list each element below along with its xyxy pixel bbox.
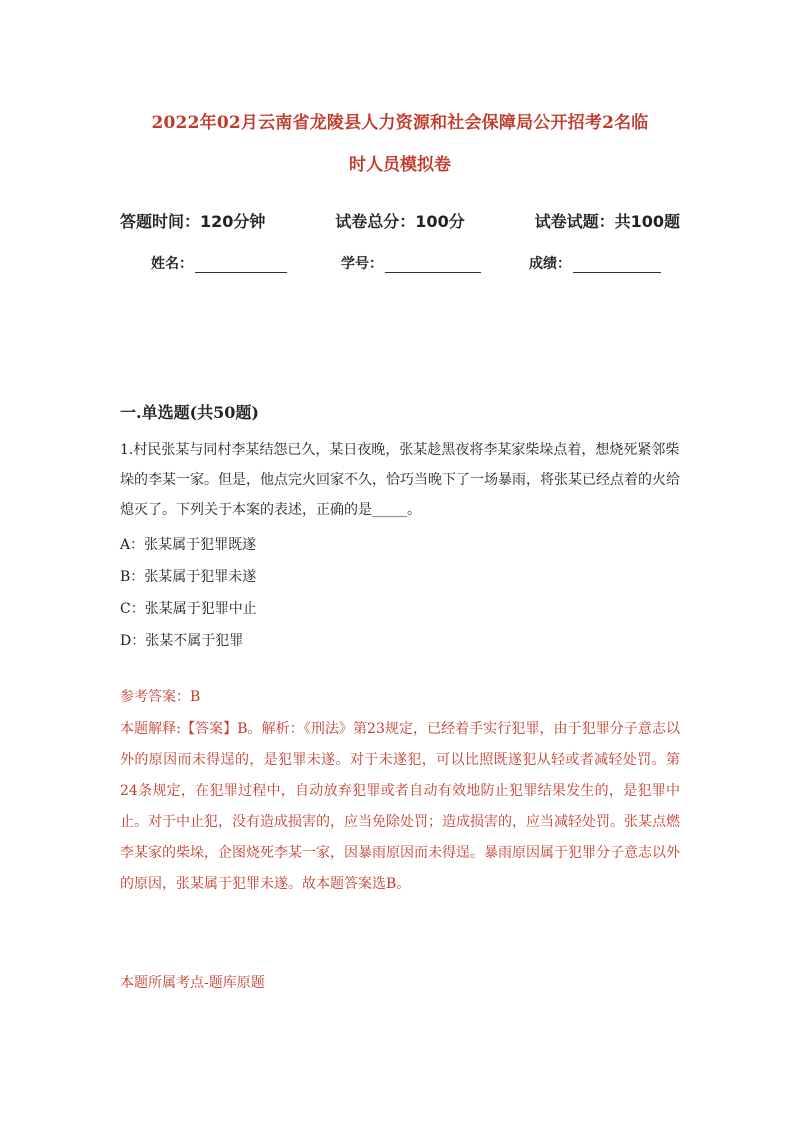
option-b[interactable]: B：张某属于犯罪未遂 [120,569,257,585]
score-field [529,253,661,273]
option-c[interactable]: C：张某属于犯罪中止 [120,601,257,617]
name-field [151,253,287,273]
option-a[interactable]: A：张某属于犯罪既遂 [120,537,257,553]
exam-title-line2: 时人员模拟卷 [349,155,451,175]
student-id-blank[interactable] [385,256,481,273]
section-title: 一.单选题(共50题) [120,403,259,422]
question-stem: 1.村民张某与同村李某结怨已久，某日夜晚，张某趁黑夜将李某家柴垛点着，想烧死紧邻柴垛的李某一家。但是，他点完火回家不久，恰巧当晚下了一场暴雨，将张某已经点着的火给熄灭了。下列关于本案的表述，正确的是_____。 [120,442,680,518]
option-d[interactable]: D：张某不属于犯罪 [120,633,244,649]
score-label: 成绩： [529,256,571,272]
student-fields [151,253,671,275]
student-id-field [341,253,481,273]
exam-time: 答题时间：120分钟 [120,212,266,231]
name-label: 姓名： [151,256,193,272]
exam-title-line1: 2022年02月云南省龙陵县人力资源和社会保障局公开招考2名临 [151,113,649,133]
question-source: 本题所属考点-题库原题 [120,975,265,991]
reference-answer: 参考答案：B [120,689,201,705]
name-blank[interactable] [195,256,287,273]
score-blank[interactable] [573,256,661,273]
student-id-label: 学号： [341,256,383,272]
question-options [120,529,680,657]
exam-total-score: 试卷总分：100分 [335,212,465,231]
answer-explanation: 本题解释:【答案】B。解析：《刑法》第23规定，已经着手实行犯罪，由于犯罪分子意志以外的原因而未得逞的，是犯罪未遂。对于未遂犯，可以比照既遂犯从轻或者减轻处罚。第24条规定，在犯罪过程中，自动放弃犯罪或者自动有效地防止犯罪结果发生的，是犯罪中止。对于中止犯，没有造成损害的，应当免除处罚；造成损害的，应当减轻处罚。张某点燃李某家的柴垛，企图烧死李某一家，因暴雨原因而未得逞。暴雨原因属于犯罪分子意志以外的原因，张某属于犯罪未遂。故本题答案选B。 [120,721,680,892]
exam-question-count: 试卷试题：共100题 [534,212,680,231]
exam-meta [120,209,680,232]
